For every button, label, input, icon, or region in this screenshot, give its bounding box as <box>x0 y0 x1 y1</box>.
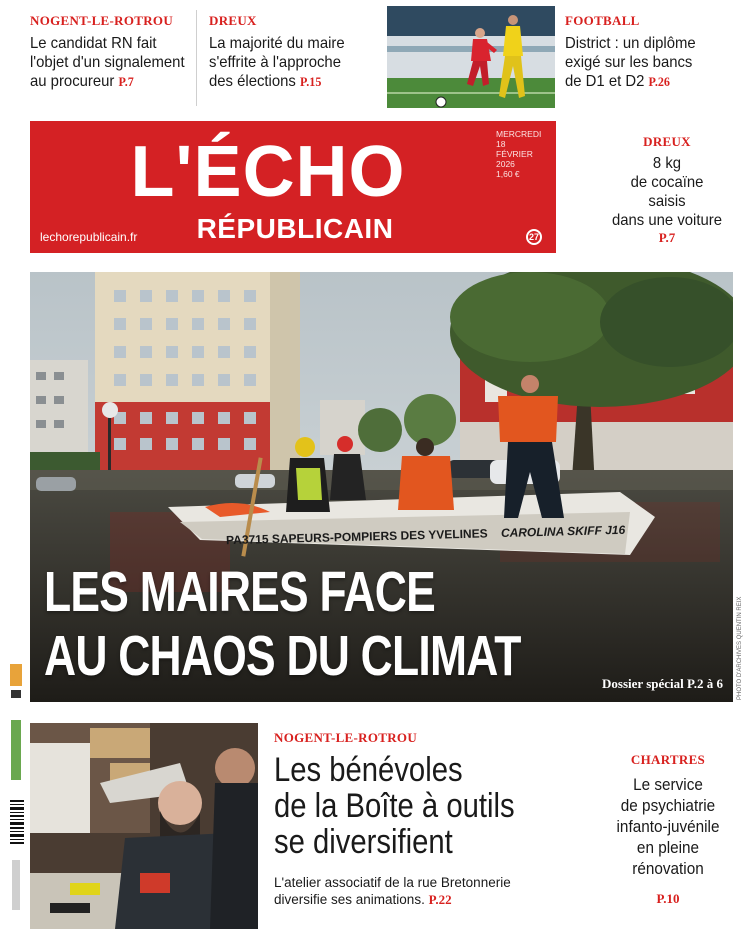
main-headline <box>44 560 521 688</box>
teaser-football[interactable] <box>565 13 735 91</box>
page-ref: P.7 <box>658 230 676 245</box>
headline-line: dans une voiture <box>611 212 723 229</box>
date-line: 18 FÉVRIER 2026 <box>496 139 533 169</box>
story-boite-a-outils[interactable] <box>274 730 574 908</box>
football-photo[interactable] <box>387 6 555 108</box>
teaser-kicker: DREUX <box>643 134 691 149</box>
issue-date <box>496 129 544 179</box>
teaser-headline <box>610 774 725 879</box>
headline-line: infanto-juvénile <box>616 817 720 836</box>
headline-line: Le service <box>633 775 703 794</box>
boat-brand: CAROLINA SKIFF J16 <box>500 522 626 541</box>
teaser-kicker: CHARTRES <box>630 752 706 767</box>
dek-text: L'atelier associatif de la rue Bretonnerie diversifie ses animations. <box>274 875 511 907</box>
masthead-title: L'ÉCHO <box>130 132 406 212</box>
page-ref: P.26 <box>648 74 670 89</box>
workshop-photo[interactable] <box>30 723 258 929</box>
story-headline <box>274 752 558 860</box>
headline-line: 8 kg <box>652 155 682 172</box>
headline-line: rénovation <box>632 859 704 878</box>
masthead[interactable] <box>30 121 556 253</box>
barcode-strip <box>8 660 26 930</box>
main-photo[interactable] <box>30 272 733 702</box>
headline-line: de psychiatrie <box>620 796 716 815</box>
teaser-headline <box>30 34 188 91</box>
headline-line: de cocaïne <box>630 174 704 191</box>
headline-line: au procureur <box>30 73 115 90</box>
price: 1,60 € <box>496 169 520 179</box>
page-ref: P.10 <box>656 891 680 906</box>
headline-line: saisis <box>648 193 686 210</box>
headline-line: LES MAIRES FACE <box>44 560 435 624</box>
photo-credit-text: PHOTO D'ARCHIVES QUENTIN REIX <box>737 596 743 700</box>
teaser-headline <box>209 34 367 91</box>
teaser-kicker: NOGENT-LE-ROTROU <box>30 13 174 28</box>
headline-line: l'objet d'un signalement <box>30 54 185 71</box>
headline-line: AU CHAOS DU CLIMAT <box>44 624 521 688</box>
headline-line: La majorité du maire <box>209 35 345 52</box>
teaser-cocaine[interactable] <box>600 134 734 246</box>
headline-line: des élections <box>209 73 296 90</box>
story-dek <box>274 874 564 908</box>
teaser-chartres[interactable] <box>604 752 732 907</box>
teaser-nogent[interactable] <box>30 13 200 91</box>
teaser-headline <box>605 154 730 230</box>
headline-line: de la Boîte à outils <box>274 787 515 825</box>
story-kicker: NOGENT-LE-ROTROU <box>274 730 418 745</box>
headline-line: en pleine <box>636 838 700 857</box>
headline-line: Le candidat RN fait <box>30 35 157 52</box>
teaser-kicker: FOOTBALL <box>565 13 640 28</box>
teaser-kicker: DREUX <box>209 13 257 28</box>
headline-line: se diversifient <box>274 823 453 861</box>
page-ref: P.15 <box>299 74 322 89</box>
divider <box>196 10 197 106</box>
masthead-subtitle: RÉPUBLICAIN <box>196 213 394 244</box>
date-line: MERCREDI <box>496 129 542 139</box>
headline-line: Les bénévoles <box>274 751 463 789</box>
page-ref: P.7 <box>118 74 134 89</box>
headline-line: de D1 et D2 <box>565 73 645 90</box>
headline-line: District : un diplôme <box>565 35 696 52</box>
website-link[interactable]: lechorepublicain.fr <box>40 230 138 244</box>
headline-line: exigé sur les bancs <box>565 54 693 71</box>
headline-line: s'effrite à l'approche <box>209 54 341 71</box>
teaser-dreux-elections[interactable] <box>209 13 379 91</box>
boat-text: PA3715 SAPEURS-POMPIERS DES YVELINES <box>225 526 488 548</box>
department-badge: 27 <box>526 229 542 245</box>
photo-credit <box>737 596 747 700</box>
page-ref: P.22 <box>428 892 452 907</box>
dossier-link[interactable]: Dossier spécial P.2 à 6 <box>602 676 723 691</box>
teaser-headline <box>565 34 723 91</box>
